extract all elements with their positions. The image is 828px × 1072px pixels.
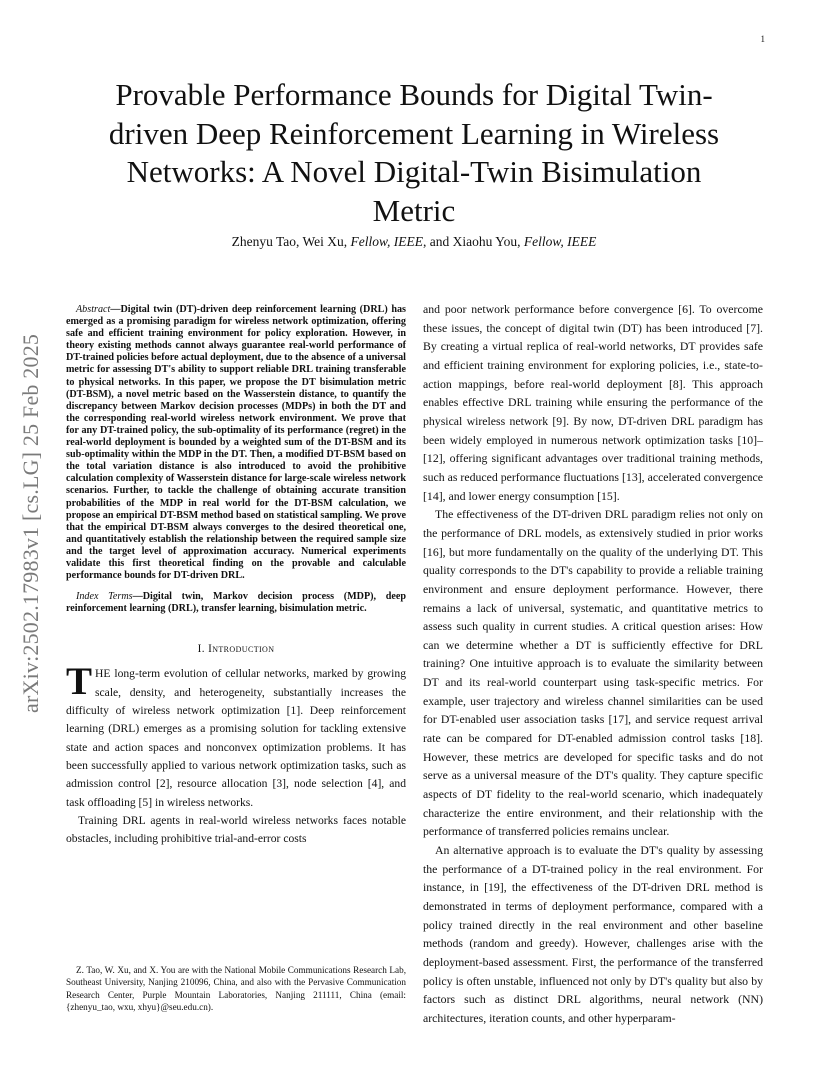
intro-paragraph-2: Training DRL agents in real-world wireless networks faces notable obstacles, including prohibitive trial-and-error costs: [66, 814, 406, 846]
drop-cap: T: [66, 660, 93, 704]
author-names-middle: , and Xiaohu You,: [423, 234, 521, 249]
left-column: [66, 304, 406, 849]
page-number: 1: [760, 34, 765, 44]
right-column: [423, 300, 763, 1028]
intro-paragraph-1-text: HE long-term evolution of cellular networks, marked by growing scale, density, and heterogeneity, substantially increases the difficulty of wireless network optimization [1]. Deep reinforcement learning (DRL) emerges as a promising solution for tackling extensive state and action spaces and nonconvex optimization problems. It has been successfully applied to various network optimization tasks, such as admission control [2], resource allocation [3], node selection [4], and task offloading [5] in wireless networks.: [66, 667, 406, 809]
section-heading-introduction: [66, 643, 406, 655]
index-terms: [66, 591, 406, 615]
abstract-lead: Abstract: [76, 304, 111, 315]
author-line: [100, 234, 728, 250]
right-paragraph-1: and poor network performance before convergence [6]. To overcome these issues, the concept of digital twin (DT) has been introduced [7]. By creating a virtual replica of real-world networks, DT provides safe and efficient training environment for exploring policies, i.e., state-to-action mappings, before real-world deployment [8]. This approach enables effective DRL training while ensuring the performance of the physical wireless network [9]. By now, DT-driven DRL paradigm has been widely employed in numerous network optimization tasks [10]–[12], offering significant advantages over traditional training methods, such as reduced performance fluctuations [13], accelerated convergence [14], and lower energy consumption [15].: [423, 302, 763, 503]
intro-paragraph-1: [66, 660, 406, 812]
abstract: [66, 304, 406, 582]
section-heading-text: I. Introduction: [197, 643, 275, 656]
author-affiliation-footnote: Z. Tao, W. Xu, and X. You are with the National Mobile Communications Research Lab, Southeast University, Nanjing 210096, China, and also with the Pervasive Communication Research Center, Purple Mountain Laboratories, Nanjing 211111, China (email: {zhenyu_tao, wxu, xhyu}@seu.edu.cn).: [66, 965, 406, 1013]
paper-title: Provable Performance Bounds for Digital Twin-driven Deep Reinforcement Learning in Wireless Networks: A Novel Digital-Twin Bisimulation Metric: [108, 77, 720, 228]
author-names-prefix: Zhenyu Tao, Wei Xu,: [231, 234, 348, 249]
arxiv-identifier: arXiv:2502.17983v1 [cs.LG] 25 Feb 2025: [18, 333, 43, 713]
index-terms-text: —Digital twin, Markov decision process (MDP), deep reinforcement learning (DRL), transfer learning, bisimulation metric.: [66, 591, 407, 615]
right-paragraph-2: The effectiveness of the DT-driven DRL paradigm relies not only on the performance of DRL models, as extensively studied in prior works [16], but more fundamentally on the quality of the underlying DT. This quality corresponds to the DT's capability to provide a reliable training environment and ensure deployment performance. However, there remains a lack of universal, systematic, and quantitative metrics to assess such quality in current studies. A critical question arises: How can we determine whether a DT is sufficiently effective for DRL training? One intuitive approach is to evaluate the similarity between DT and its real-world counterpart using task-specific metrics. For example, user trajectory and wireless channel similarities can be used for DT-enabled user association tasks [17], and service request arrival rate can be compared for DT-enabled admission control tasks [18]. However, these metrics are developed for specific tasks and do not serve as a universal measure of the DT's quality. They capture specific aspects of DT fidelity to the real-world scenario, which inadequately characterize the entire environment, and their relationship with the performance of transferred policies remains unclear.: [423, 507, 763, 839]
right-paragraph-3: An alternative approach is to evaluate the DT's quality by assessing the performance of a DT-trained policy in the real environment. For instance, in [19], the effectiveness of the DT-driven DRL method is demonstrated in terms of deployment performance, compared with a policy trained directly in the real environment and other baseline methods (random and greedy). However, challenges arise with the deployment-based assessment. First, the performance of the transferred policy is often unstable, influenced not only by DT's quality but also by factors such as distinct DRL algorithms, neural network (NN) architectures, iteration counts, and other hyperparam-: [423, 843, 763, 1025]
index-terms-lead: Index Terms: [76, 591, 133, 603]
author-fellow-1: Fellow, IEEE: [350, 234, 424, 249]
author-fellow-2: Fellow, IEEE: [523, 234, 597, 249]
abstract-text: —Digital twin (DT)-driven deep reinforcement learning (DRL) has emerged as a promising paradigm for wireless network optimization, offering safe and efficient training environment for policy exploration. However, in theory existing methods cannot always guarantee real-world performance of DT-trained policies before actual deployment, due to the absence of a universal metric for assessing DT's ability to support reliable DRL training transferable to physical networks. In this paper, we propose the DT bisimulation metric (DT-BSM), a novel metric based on the Wasserstein distance, to quantify the discrepancy between Markov decision processes (MDPs) in both the DT and the corresponding real-world wireless network environment. We prove that for any DT-trained policy, the sub-optimality of its performance (regret) in the real-world deployment is bounded by a weighted sum of the DT-BSM and its sub-optimality within the MDP in the DT. Then, a modified DT-BSM based on the total variation distance is also introduced to avoid the prohibitive calculation complexity of Wasserstein distance for large-scale wireless network scenarios. Further, to tackle the challenge of obtaining accurate transition probabilities of the MDP in real world for the DT-BSM calculation, we propose an empirical DT-BSM method based on statistical sampling. We prove that the empirical DT-BSM always converges to the desired theoretical one, and quantitatively establish the relationship between the required sample size and the target level of approximation accuracy. Numerical experiments validate this first theoretical finding on the provable and calculable performance bounds for DT-driven DRL.: [66, 304, 406, 582]
